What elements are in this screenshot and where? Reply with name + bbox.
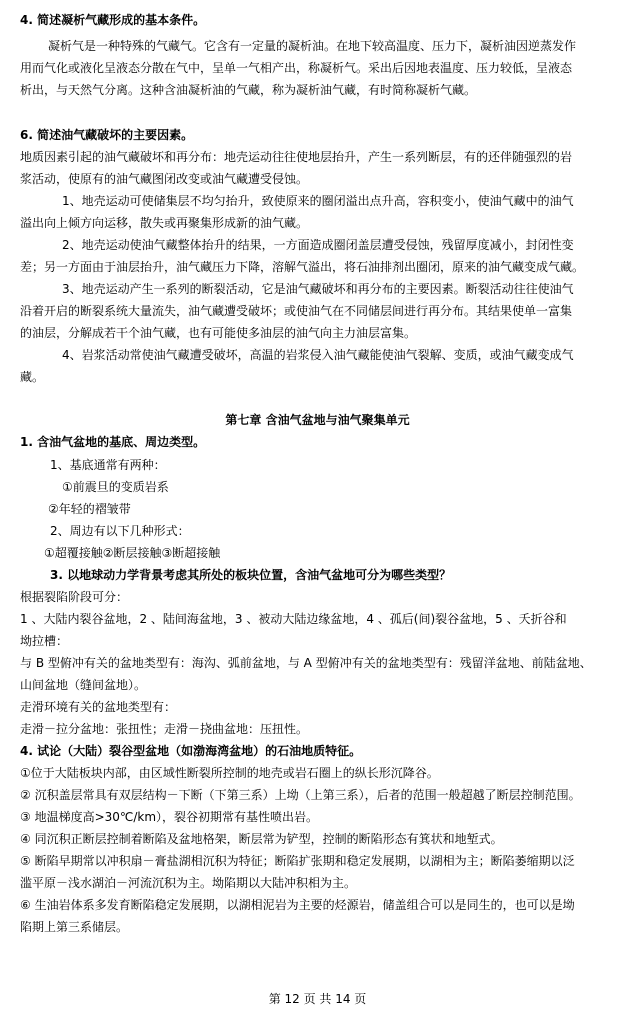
paragraph-line: ③ 地温梯度高>30℃/km），裂谷初期常有基性喷出岩。 [20,810,319,824]
chapter-title: 第七章 含油气盆地与油气聚集单元 [225,413,410,427]
paragraph-line: ④ 同沉积正断层控制着断陷及盆地格架，断层常为铲型，控制的断陷形态有箕状和地堑式。 [20,832,503,846]
paragraph-line: 藏。 [20,370,45,384]
paragraph-line: ①位于大陆板块内部，由区域性断裂所控制的地壳或岩石圈上的纵长形沉降谷。 [20,766,439,780]
paragraph-line: 陷期上第三系储层。 [20,920,129,934]
paragraph-line: 滥平原－浅水湖泊－河流沉积为主。坳陷期以大陆冲积相为主。 [20,876,357,890]
paragraph-line: 的油层，分解成若干个油气藏，也有可能使多油层的油气向主力油层富集。 [20,326,417,340]
paragraph-line: ⑤ 断陷早期常以冲积扇－膏盐湖相沉积为特征；断陷扩张期和稳定发展期，以湖相为主；断陷萎缩期以泛 [20,854,575,868]
heading-q6-destruction: 6. 简述油气藏破坏的主要因素。 [20,128,194,142]
paragraph-line: ⑥ 生油岩体系多发育断陷稳定发展期，以湖相泥岩为主要的烃源岩，储盖组合可以是同生的，也可以是坳 [20,898,575,912]
page-footer: 第 12 页 共 14 页 [268,992,367,1006]
paragraph-line: 浆活动，使原有的油气藏图闭改变或油气藏遭受侵蚀。 [20,172,309,186]
paragraph-line: ② 沉积盖层常具有双层结构－下断（下第三系）上坳（上第三系），后者的范围一般超越了断层控制范围。 [20,788,581,802]
paragraph-line: 析出，与天然气分离。这种含油凝析油的气藏，称为凝析油气藏，有时简称凝析气藏。 [20,83,477,97]
paragraph-line: 走滑－拉分盆地：张扭性；走滑－挠曲盆地：压扭性。 [20,722,309,736]
paragraph-line: 地质因素引起的油气藏破坏和再分布：地壳运动往往使地层抬升，产生一系列断层，有的还伴随强烈的岩 [20,150,573,164]
paragraph-line: 山间盆地（缝间盆地）。 [20,678,147,692]
heading-q4-rift-basin: 4. 试论（大陆）裂谷型盆地（如渤海湾盆地）的石油地质特征。 [20,744,362,758]
paragraph-line: 4、岩浆活动常使油气藏遭受破坏，高温的岩浆侵入油气藏能使油气裂解、变质，或油气藏变成气 [62,348,574,362]
paragraph-line: 根据裂陷阶段可分： [20,590,129,604]
paragraph-line: 1、地壳运动可使储集层不均匀抬升，致使原来的圈闭溢出点升高，容积变小，使油气藏中的油气 [62,194,574,208]
paragraph-line: 3、地壳运动产生一系列的断裂活动，它是油气藏破坏和再分布的主要因素。断裂活动往往使油气 [62,282,574,296]
paragraph-line: 走滑环境有关的盆地类型有： [20,700,177,714]
list-item: ①前震旦的变质岩系 [62,480,169,494]
paragraph-line: 凝析气是一种特殊的气藏气。它含有一定量的凝析油。在地下较高温度、压力下，凝析油因逆蒸发作 [48,39,577,53]
list-item: 1、基底通常有两种： [50,458,166,472]
paragraph-line: 沿着开启的断裂系统大量流失，油气藏遭受破坏；或使油气在不同储层间进行再分布。其结果使单一富集 [20,304,573,318]
heading-q3-basin-types: 3. 以地球动力学背景考虑其所处的板块位置，含油气盆地可分为哪些类型？ [50,568,452,582]
paragraph-line: 用而气化或液化呈液态分散在气中，呈单一气相产出，称凝析气。采出后因地表温度、压力较低，呈液态 [20,61,573,75]
paragraph-line: 2、地壳运动使油气藏整体抬升的结果，一方面造成圈闭盖层遭受侵蚀，残留厚度减小，封闭性变 [62,238,574,252]
list-item: 2、周边有以下几种形式： [50,524,190,538]
heading-q4-condensate: 4. 简述凝析气藏形成的基本条件。 [20,13,206,27]
list-item: ②年轻的褶皱带 [48,502,131,516]
list-item: ①超覆接触②断层接触③断超接触 [44,546,221,560]
heading-q1-basement: 1. 含油气盆地的基底、周边类型。 [20,435,206,449]
paragraph-line: 差；另一方面由于油层抬升，油气藏压力下降，溶解气溢出，将石油排剂出圈闭，原来的油气藏变成气藏。 [20,260,585,274]
paragraph-line: 坳拉槽： [20,634,69,648]
paragraph-line: 1 、大陆内裂谷盆地，2 、陆间海盆地，3 、被动大陆边缘盆地，4 、孤后(间)裂谷盆地，5 、夭折谷和 [20,612,567,626]
paragraph-line: 溢出向上倾方向运移，散失或再聚集形成新的油气藏。 [20,216,309,230]
paragraph-line: 与 B 型俯冲有关的盆地类型有：海沟、弧前盆地，与 A 型俯冲有关的盆地类型有：残留洋盆地、前陆盆地、 [20,656,592,670]
